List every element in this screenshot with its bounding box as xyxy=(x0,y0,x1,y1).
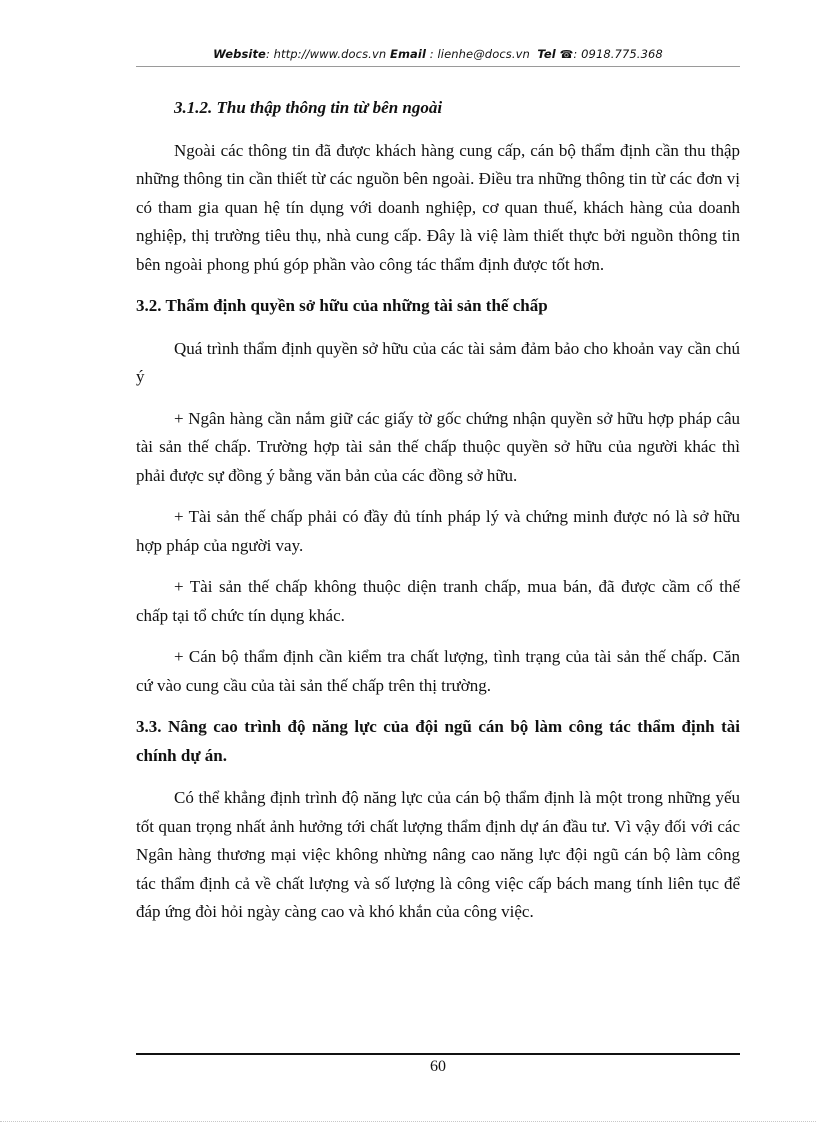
section-312-paragraph: Ngoài các thông tin đã được khách hàng cung cấp, cán bộ thẩm định cần thu thập những thông tin cần thiết từ các nguồn bên ngoài. Điều tra những thông tin từ các đơn vị có tham gia quan hệ tín dụng với doanh nghiệp, cơ quan thuế, khách hàng của doanh nghiệp, thị trường tiêu thụ, nhà cung cấp. Đây là việ làm thiết thực bởi nguồn thông tin bên ngoài phong phú góp phần vào công tác thẩm định được tốt hơn. xyxy=(136,140,740,274)
phone-icon: ☎ xyxy=(559,48,574,61)
email-value: : lienhe@docs.vn xyxy=(429,47,530,61)
website-label: Website xyxy=(213,47,266,61)
section-32-item: + Tài sản thế chấp phải có đầy đủ tính pháp lý và chứng minh được nó là sở hữu hợp pháp của người vay. xyxy=(136,507,740,555)
section-32-item: + Ngân hàng cần nắm giữ các giấy tờ gốc chứng nhận quyền sở hữu hợp pháp câu tài sản thế chấp. Trường hợp tài sản thế chấp thuộc quyền sở hữu của người khác thì phải được sự đồng ý bằng văn bản của các đồng sở hữu. xyxy=(136,408,740,485)
section-33-heading: 3.3. Nâng cao trình độ năng lực của đội ngũ cán bộ làm công tác thẩm định tài chính dự án. xyxy=(136,717,740,765)
website-value: : http://www.docs.vn xyxy=(265,47,387,61)
tel-label: Tel xyxy=(537,47,556,61)
document-body xyxy=(136,94,740,927)
email-label: Email xyxy=(390,47,426,61)
section-32-heading: 3.2. Thẩm định quyền sở hữu của những tài sản thế chấp xyxy=(136,296,548,315)
section-312-heading: 3.1.2. Thu thập thông tin từ bên ngoài xyxy=(174,98,443,117)
tel-value: : 0918.775.368 xyxy=(573,47,663,61)
section-33-paragraph: Có thể khẳng định trình độ năng lực của cán bộ thẩm định là một trong những yếu tốt quan trọng nhất ảnh hưởng tới chất lượng thẩm định dự án đầu tư. Vì vậy đối với các Ngân hàng thương mại việc không nhừng nâng cao năng lực đội ngũ cán bộ làm công tác thẩm định cả về chất lượng và số lượng là công việc cấp bách mang tính liên tục để đáp ứng đòi hỏi ngày càng cao và khó khắn của công việc. xyxy=(136,788,740,921)
page-bottom-border xyxy=(0,1121,816,1122)
page-number: 60 xyxy=(430,1058,446,1075)
footer-divider xyxy=(136,1053,740,1055)
section-32-item: + Tài sản thế chấp không thuộc diện tranh chấp, mua bán, đã được cầm cố thế chấp tại tổ chức tín dụng khác. xyxy=(136,577,740,625)
section-32-intro: Quá trình thẩm định quyền sở hữu của các tài sảm đảm bảo cho khoản vay cần chú ý xyxy=(136,338,740,386)
header-divider xyxy=(136,66,740,67)
section-32-item: + Cán bộ thẩm định cần kiểm tra chất lượng, tình trạng của tài sản thế chấp. Căn cứ vào cung cầu của tài sản thế chấp trên thị trường. xyxy=(136,647,740,695)
page-header xyxy=(136,47,740,61)
